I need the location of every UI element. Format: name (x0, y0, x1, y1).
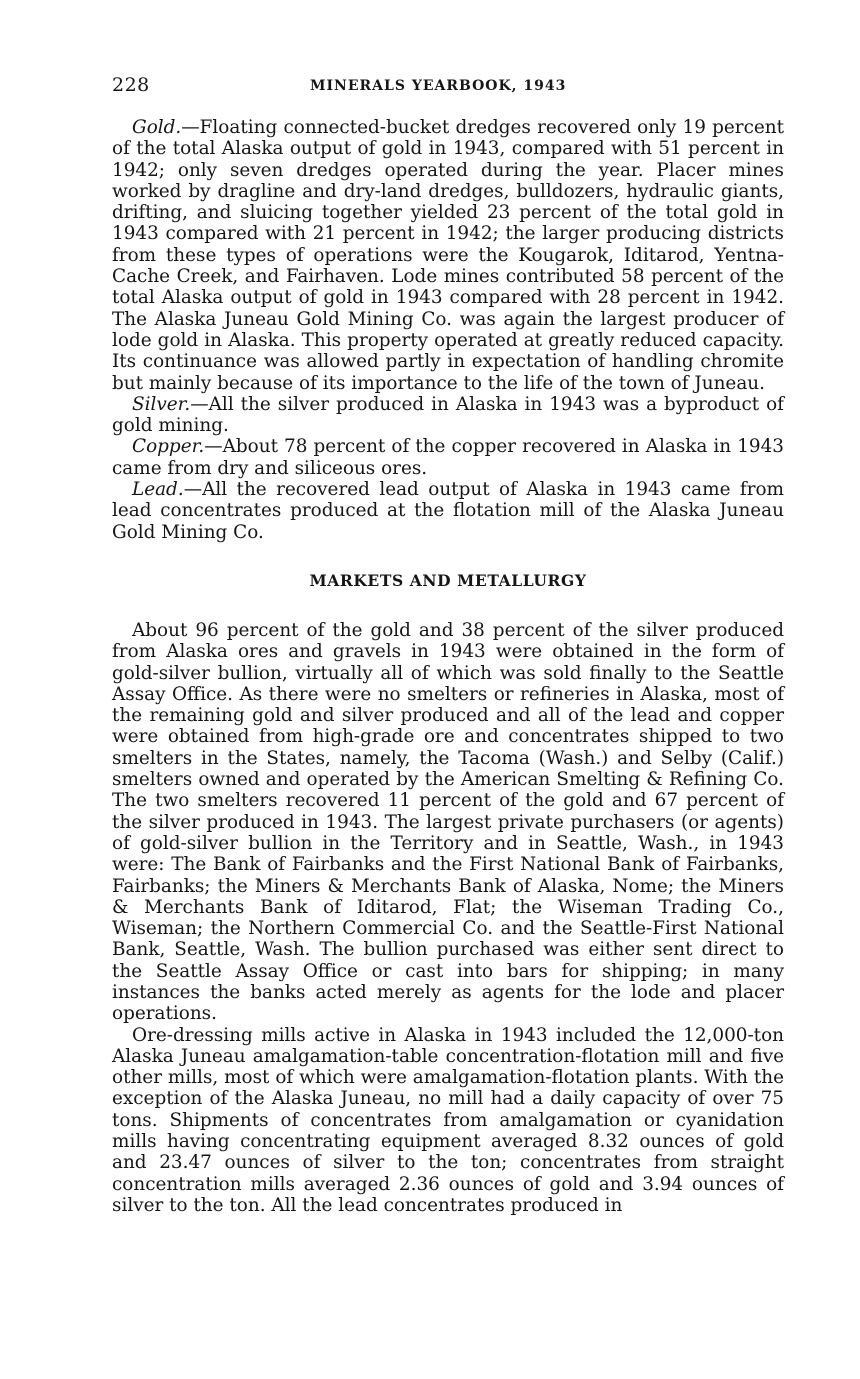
paragraph-markets: About 96 percent of the gold and 38 percent of the silver produced from Alaska ores and gravels in 1943 were obtained in the form of gold-silver bullion, virtually all of which was sold finally to the Seattle Assay Office. As there were no smelters or refineries in Alaska, most of the remaining gold and silver produced and all of the lead and copper were obtained from high-grade ore and concentrates shipped to two smelters in the States, namely, the Tacoma (Wash.) and Selby (Calif.) smelters owned and operated by the American Smelting & Refining Co. The two smelters recovered 11 percent of the gold and 67 percent of the silver produced in 1943. The largest private purchasers (or agents) of gold-silver bullion in the Territory and in Seattle, Wash., in 1943 were: The Bank of Fairbanks and the First National Bank of Fairbanks, Fairbanks; the Miners & Merchants Bank of Alaska, Nome; the Miners & Merchants Bank of Iditarod, Flat; the Wiseman Trading Co., Wiseman; the Northern Commercial Co. and the Seattle-First National Bank, Seattle, Wash. The bullion purchased was either sent direct to the Seattle Assay Office or cast into bars for shipping; in many instances the banks acted merely as agents for the lode and placer operations. (112, 619, 784, 1025)
paragraph-copper (112, 436, 784, 479)
paragraph-text-gold: —Floating connected-bucket dredges recovered only 19 percent of the total Alaska output of gold in 1943, compared with 51 percent in 1942; only seven dredges operated during the year. Placer mines worked by dragline and dry-land dredges, bulldozers, hydraulic giants, drifting, and sluicing together yielded 23 percent of the total gold in 1943 compared with 21 percent in 1942; the larger producing districts from these types of operations were the Kougarok, Iditarod, Yentna-Cache Creek, and Fairhaven. Lode mines contributed 58 percent of the total Alaska output of gold in 1943 compared with 28 percent in 1942. The Alaska Juneau Gold Mining Co. was again the largest producer of lode gold in Alaska. This property operated at greatly reduced capacity. Its continuance was allowed partly in expectation of handling chromite but mainly because of its importance to the life of the town of Juneau. (112, 117, 784, 394)
paragraph-silver (112, 394, 784, 437)
paragraph-lead-copper: Copper. (132, 436, 205, 458)
paragraph-lead (112, 479, 784, 543)
document-page (112, 72, 784, 1216)
paragraph-lead-lead: Lead. (132, 479, 184, 501)
commodity-notes (112, 117, 784, 543)
paragraph-lead-silver: Silver. (132, 393, 191, 415)
paragraph-text-copper: —About 78 percent of the copper recovered in Alaska in 1943 came from dry and siliceous ores. (112, 436, 784, 479)
section-heading: MARKETS AND METALLURGY (309, 570, 587, 590)
running-title: MINERALS YEARBOOK, 1943 (310, 78, 567, 94)
paragraph-text-lead: —All the recovered lead output of Alaska in 1943 came from lead concentrates produced at the flotation mill of the Alaska Juneau Gold Mining Co. (112, 479, 784, 543)
paragraph-ore-dressing: Ore-dressing mills active in Alaska in 1943 included the 12,000-ton Alaska Juneau amalgamation-table concentration-flotation mill and five other mills, most of which were amalgamation-flotation plants. With the exception of the Alaska Juneau, no mill had a daily capacity of over 75 tons. Shipments of concentrates from amalgamation or cyanidation mills having concentrating equipment averaged 8.32 ounces of gold and 23.47 ounces of silver to the ton; concentrates from straight concentration mills averaged 2.36 ounces of gold and 3.94 ounces of silver to the ton. All the lead concentrates produced in (112, 1024, 784, 1216)
running-header (112, 72, 784, 106)
paragraph-gold (112, 117, 784, 394)
paragraph-lead-gold: Gold. (132, 117, 182, 138)
paragraph-text-silver: —All the silver produced in Alaska in 1943 was a byproduct of gold mining. (112, 393, 784, 437)
markets-section-body (112, 620, 784, 1216)
page-number: 228 (112, 74, 150, 96)
